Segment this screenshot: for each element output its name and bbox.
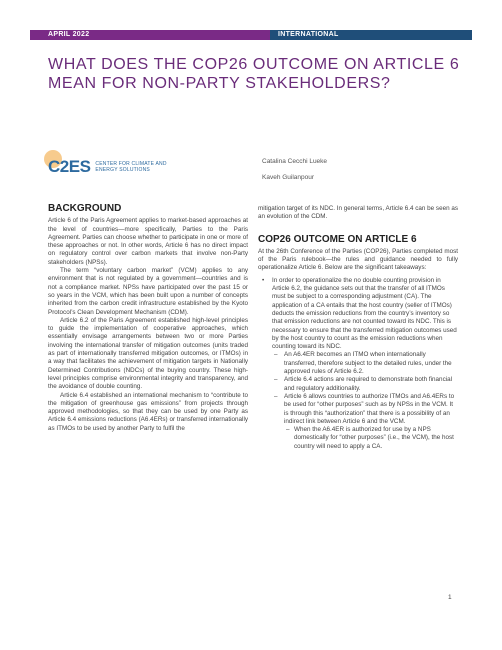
list-item: – Article 6 allows countries to authorize ITMOs and A6.4ERs to be used for “other purposes” such as by NPSs in the VCM. It is through this “authorization” that there is a possibility of an indirect link between Article 6 and the VCM. – When the A6.4ER is authorized for use by a NPS domestically for “other purposes” (i.e., the VCM), the host country will need to apply a CA. bbox=[282, 393, 458, 451]
sub-list bbox=[272, 351, 458, 451]
paragraph: mitigation target of its NDC. In general terms, Article 6.4 can be seen as an evolution of the CDM. bbox=[258, 205, 458, 221]
list-item: • In order to operationalize the no double counting provision in Article 6.2, the guidance sets out that the transfer of all ITMOs must be subject to a corresponding adjustment (CA). The application of a CA entails that the host country (seller of ITMOs) deducts the emission reductions from the country’s inventory so that emission reductions are not counted toward its NDC. This is necessary to ensure that the transferred mitigation outcomes used by the host country to count as the emission reductions when counting toward its NDC. – An A6.4ER becomes an ITMO when internationally transferred, therefore subject to the detailed rules, under the approved rules of Article 6.2. – Article 6.4 actions are required to demonstrate both financial and regulatory additionality. – Article 6 allows countries to authorize ITMOs and A6.4ERs to be used for “other purposes” such as by NPSs in the VCM. It is through this “authorization” that there is a possibility of an indirect link between Article 6 and the VCM. – When the A6.4ER is authorized for use by a NPS domestically for “other purposes” (i.e., the VCM), the host country will need to apply a CA. bbox=[270, 277, 458, 451]
list-item: – An A6.4ER becomes an ITMO when internationally transferred, therefore subject to the detailed rules, under the approved rules of Article 6.2. bbox=[282, 351, 458, 376]
logo-text: CENTER FOR CLIMATE AND ENERGY SOLUTIONS bbox=[95, 161, 167, 173]
page-number: 1 bbox=[448, 594, 452, 601]
author-name: Kaveh Guilanpour bbox=[262, 174, 315, 181]
list-item: – When the A6.4ER is authorized for use by a NPS domestically for “other purposes” (i.e., the VCM), the host country will need to apply a CA. bbox=[294, 426, 458, 451]
section-heading-cop26: COP26 OUTCOME ON ARTICLE 6 bbox=[258, 233, 417, 245]
paragraph: Article 6.2 of the Paris Agreement established high-level principles to guide the implementation of cooperative approaches, which essentially envisage arrangements between two or more Parties involving the international transfer of mitigation outcomes (units traded as part of internationally transferred mitigation outcomes, or ITMOs) in a way that facilitates the achievement of mitigation targets in Nationally Determined Contributions (NDCs) of the buying country. These high-level principles comprise environmental integrity and transparency, and the avoidance of double counting. bbox=[48, 316, 248, 391]
takeaways-list bbox=[258, 277, 458, 451]
header-section: INTERNATIONAL bbox=[270, 30, 472, 40]
list-item: – Article 6.4 actions are required to demonstrate both financial and regulatory additionality. bbox=[282, 376, 458, 393]
right-column bbox=[258, 205, 458, 451]
sub-sub-list bbox=[284, 426, 458, 451]
left-column bbox=[48, 205, 248, 433]
paragraph: At the 26th Conference of the Parties (COP26), Parties completed most of the Paris rulebook—the rules and guidance needed to fully operationalize Article 6. Below are the significant takeaways: bbox=[258, 247, 458, 272]
header-date: APRIL 2022 bbox=[30, 30, 270, 40]
c2es-logo-icon: C2ES bbox=[48, 157, 90, 177]
author-name: Catalina Cecchi Lueke bbox=[262, 158, 328, 165]
logo bbox=[48, 154, 188, 180]
header-bar bbox=[30, 30, 472, 40]
paragraph: Article 6.4 established an international mechanism to “contribute to the mitigation of greenhouse gas emissions” from projects through approved methodologies, so that they can be used by one Party as Article 6.4 emissions reductions (A6.4ERs) or transferred internationally as ITMOs to be used by another Party to fulfil the bbox=[48, 391, 248, 432]
authors bbox=[262, 154, 327, 186]
paragraph: Article 6 of the Paris Agreement applies to market-based approaches at the level of countries—more specifically, Parties to the Paris Agreement. Parties can choose whether to participate in one or more of these approaches or not. In other words, Article 6 has no direct impact on regulatory control over carbon markets that involve non-Party stakeholders (NPSs). bbox=[48, 217, 248, 266]
page-title: WHAT DOES THE COP26 OUTCOME ON ARTICLE 6 MEAN FOR NON-PARTY STAKEHOLDERS? bbox=[48, 56, 460, 92]
paragraph: The term “voluntary carbon market” (VCM) applies to any environment that is not regulated by a government—countries and is not a compliance market. NPSs have participated over the past 15 or so years in the VCM, which has been built upon a number of concepts inherited from the carbon credit infrastructure established by the Kyoto Protocol’s Clean Development Mechanism (CDM). bbox=[48, 267, 248, 316]
section-heading-background: BACKGROUND bbox=[48, 203, 122, 214]
